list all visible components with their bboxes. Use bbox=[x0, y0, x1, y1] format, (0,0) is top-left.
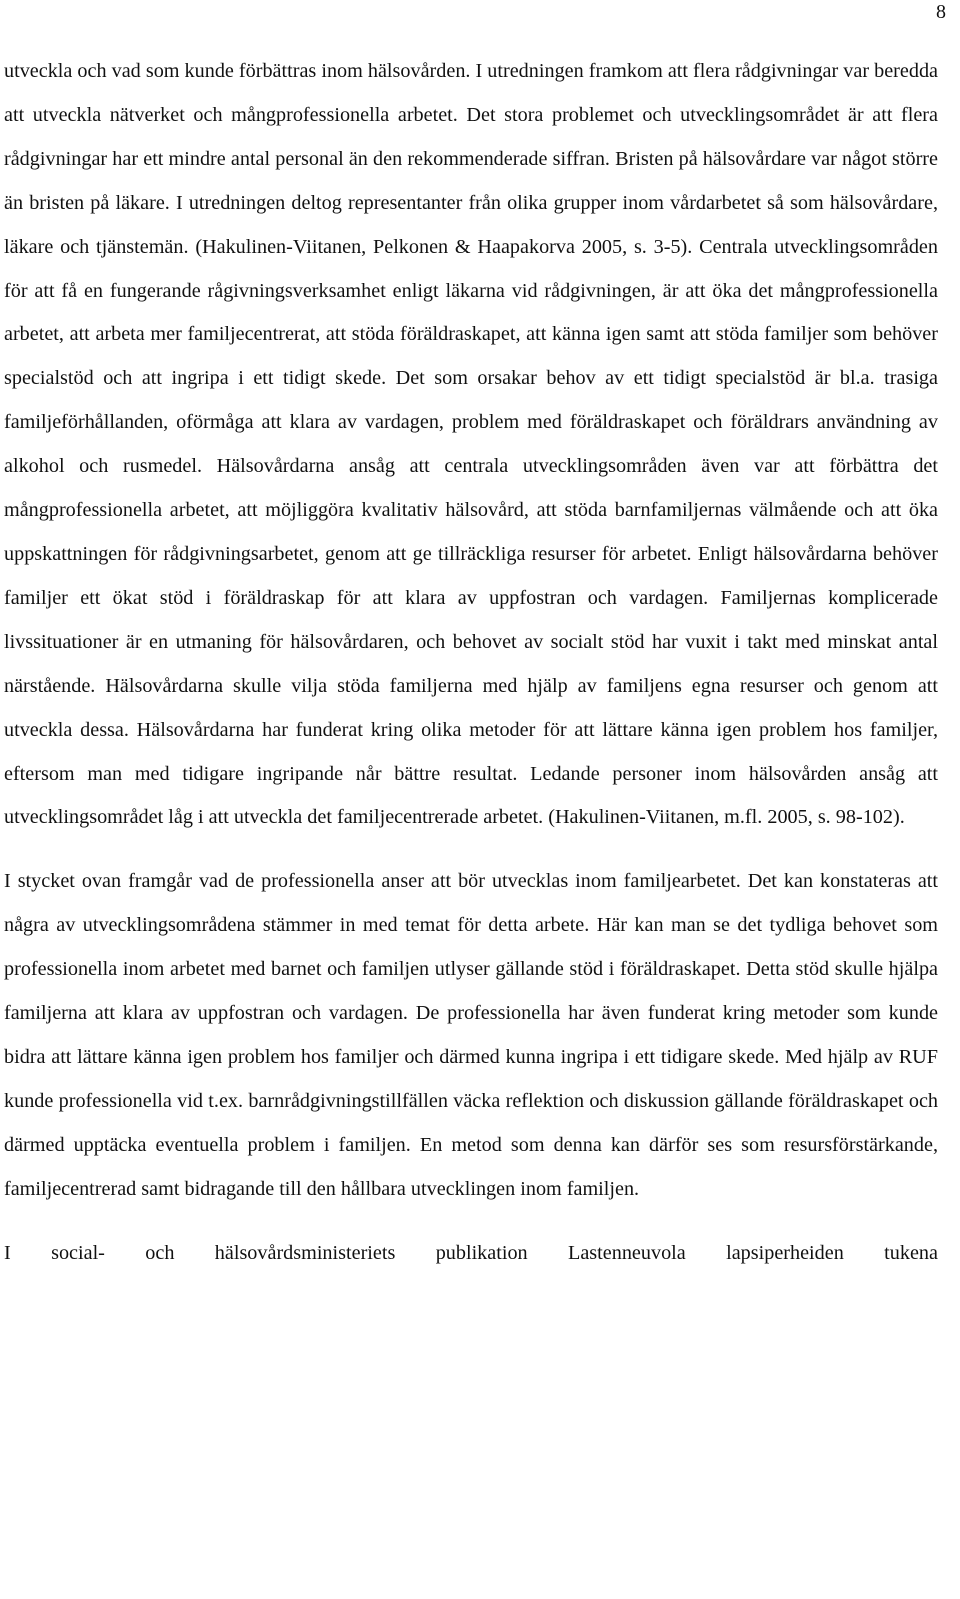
page-number: 8 bbox=[936, 1, 946, 23]
paragraph-2: I stycket ovan framgår vad de professionella anser att bör utvecklas inom familjearbetet. Det kan konstateras att några av utvecklingsområdena stämmer in med temat för detta arbete. Här kan man se det tydliga behovet som professionella inom arbetet med barnet och familjen utlyser gällande stöd i föräldraskapet. Detta stöd skulle hjälpa familjerna att klara av uppfostran och vardagen. De professionella har även funderat kring metoder som kunde bidra att lättare känna igen problem hos familjer och därmed kunna ingripa i ett tidigare skede. Med hjälp av RUF kunde professionella vid t.ex. barnrådgivningstillfällen väcka reflektion och diskussion gällande föräldraskapet och därmed upptäcka eventuella problem i familjen. En metod som denna kan därför ses som resursförstärkande, familjecentrerad samt bidragande till den hållbara utvecklingen inom familjen. bbox=[4, 870, 938, 1200]
paragraph-3: I social- och hälsovårdsministeriets publikation Lastenneuvola lapsiperheiden tukena bbox=[4, 1241, 938, 1264]
paragraph-1: utveckla och vad som kunde förbättras inom hälsovården. I utredningen framkom att flera rådgivningar var beredda att utveckla nätverket och mångprofessionella arbetet. Det stora problemet och utvecklingsområdet är att flera rådgivningar har ett mindre antal personal än den rekommenderade siffran. Bristen på hälsovårdare var något större än bristen på läkare. I utredningen deltog representanter från olika grupper inom vårdarbetet så som hälsovårdare, läkare och tjänstemän. (Hakulinen-Viitanen, Pelkonen & Haapakorva 2005, s. 3-5). Centrala utvecklingsområden för att få en fungerande rågivningsverksamhet enligt läkarna vid rådgivningen, är att öka det mångprofessionella arbetet, att arbeta mer familjecentrerat, att stöda föräldraskapet, att känna igen samt att stöda familjer som behöver specialstöd och att ingripa i ett tidigt skede. Det som orsakar behov av ett tidigt specialstöd är bl.a. trasiga familjeförhållanden, oförmåga att klara av vardagen, problem med föräldraskapet och föräldrars användning av alkohol och rusmedel. Hälsovårdarna ansåg att centrala utvecklingsområden även var att förbättra det mångprofessionella arbetet, att möjliggöra kvalitativ hälsovård, att stöda barnfamiljernas välmående och att öka uppskattningen för rådgivningsarbetet, genom att ge tillräckliga resurser för arbetet. Enligt hälsovårdarna behöver familjer ett ökat stöd i föräldraskap för att klara av uppfostran och vardagen. Familjernas komplicerade livssituationer är en utmaning för hälsovårdaren, och behovet av socialt stöd har vuxit i takt med minskat antal närstående. Hälsovårdarna skulle vilja stöda familjerna med hjälp av familjens egna resurser och genom att utveckla dessa. Hälsovårdarna har funderat kring olika metoder för att lättare känna igen problem hos familjer, eftersom man med tidigare ingripande når bättre resultat. Ledande personer inom hälsovården ansåg att utvecklingsområdet låg i att utveckla det familjecentrerade arbetet. (Hakulinen-Viitanen, m.fl. 2005, s. 98-102). bbox=[4, 60, 938, 829]
document-body bbox=[4, 50, 938, 1275]
